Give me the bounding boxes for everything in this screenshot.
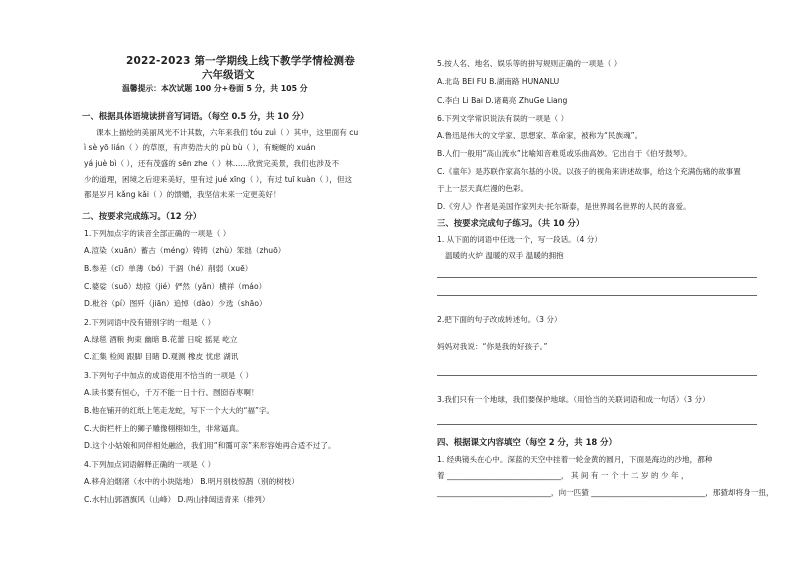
q5-option-ab: A.北岛 BEI FU B.湖南路 HUNANLU [437,77,560,86]
q5-option-cd: C.李白 Li Bai D.诸葛亮 ZhuGe Liang [437,96,568,105]
q1-option-c: C.婆娑（suō）劫掠（jié）俨然（yǎn）横祥（máo） [84,282,267,291]
section1-line-4: 少的道理，困境之后迎来美好，里有过 jué xīng（ ），有过 tuī kuàn（ ），但这 [84,175,353,184]
q6-stem: 6.下列文学常识说法有误的一项是（ ） [437,114,569,123]
q1-stem: 1.下列加点字的读音全部正确的一项是（ ） [84,229,231,238]
q6-option-d: D.《穷人》作者是美国作家列夫·托尔斯泰，是世界闻名世界的人民的喜爱。 [437,202,691,211]
q2-option-ab: A.绿毯 酒粮 拘束 幽暗 B.花蕾 日啶 摇晃 屹立 [84,335,238,344]
s3-q1-stem: 1. 从下面的词语中任选一个，写一段话。（4 分） [437,235,602,244]
answer-line[interactable] [437,375,757,376]
s3-q3-stem: 3.我们只有一个地球，我们要保护地球。（用恰当的关联词语和成一句话）（3 分） [437,395,710,404]
section1-line-3: yá juè bì（ ），还有茂盛的 sēn zhe（ ）林……欣赏完美景，我们也涉及不 [84,159,340,168]
s4-q1-line-1: 1. 经典镜头在心中。深蓝的天空中挂着一轮金黄的圆月，下面是海边的沙地，都种 [437,455,713,464]
q6-option-c-cont: 于上一层天真烂漫的色彩。 [437,184,529,193]
q2-option-cd: C.汇集 检阅 跟脚 目睹 D.观测 橡皮 忧虑 湖讯 [84,352,239,361]
q3-option-c: C.大街栏杆上的狮子雕像栩栩如生，非常逼真。 [84,424,244,433]
section1-line-2: ì sè yō lián（ ）的草原，有声势浩大的 pù bù（ ），有蜿蜒的 xuán [84,143,316,152]
q4-option-ab: A.移舟泊烟渚（水中的小块陆地） B.明月别枝惊鹊（别的树枝） [84,477,299,486]
answer-line[interactable] [437,424,757,425]
section1-line-1: 课本上描绘的美丽风光不计其数，六年来我们 tóu zuì（ ）其中，这里面有 cu [96,128,359,137]
q3-stem: 3.下列句子中加点的成语使用不恰当的一项是（ ） [84,371,254,380]
section1-heading: 一、根据具体语境读拼音写词语。（每空 0.5 分，共 10 分） [82,111,309,121]
exam-title: 2022-2023 第一学期线上线下教学学情检测卷 [126,55,355,67]
s3-q2-sentence: 妈妈对我说：“你是我的好孩子。” [437,342,548,351]
section4-heading: 四、根据课文内容填空（每空 2 分，共 18 分） [437,437,617,447]
q3-option-d: D.这个小姑娘和同伴相处融洽，我们用“和霭可亲”来形容她再合适不过了。 [84,441,336,450]
answer-line[interactable] [437,295,757,296]
q1-option-d: D.枇谷（pí）图歼（jiān）追悼（dào）少选（shāo） [84,299,267,308]
q3-option-b: B.他在铺开的红纸上笔走龙蛇，写下一个大大的“福”字。 [84,406,275,415]
section1-line-5: 都是岁月 kǎng kǎi（ ）的馈赠，我坚信未来一定更美好！ [84,190,281,199]
q5-stem: 5.按人名、地名、娱乐等的拼写规则正确的一项是（ ） [437,59,622,68]
q6-option-c: C.《童年》是苏联作家高尔基的小说。以孩子的视角来讲述故事，给这个充满伤痛的故事置 [437,167,741,176]
q1-option-b: B.参差（cī）单薄（bó）干涸（hé）削弱（xuē） [84,264,253,273]
section2-heading: 二、按要求完成练习。（12 分） [82,211,202,221]
q6-option-b: B.人们一般用“高山流水”比喻知音难觅或乐曲高妙。它出自于《伯牙鼓琴》。 [437,149,692,158]
q1-option-a: A.渲染（xuān）蓄古（méng）铸铸（zhù）笨拙（zhuō） [84,246,286,255]
q2-stem: 2.下列词语中没有错别字的一组是（ ） [84,318,216,327]
s4-q1-line-2: 着 ______________________________， 其 间 有 一 个 十 二 岁 的 少 年 ， [437,471,689,480]
answer-line[interactable] [437,277,757,278]
q4-option-cd: C.水村山郭酒旗风（山峰） D.两山排闼送青来（排列） [84,495,270,504]
exam-hint: 温馨提示：本次试题 100 分+卷面 5 分，共 105 分 [122,84,308,93]
exam-subtitle: 六年级语文 [202,69,255,81]
q6-option-a: A.鲁迅是伟大的文学家、思想家、革命家，被称为“民族魂”。 [437,131,643,140]
s3-q2-stem: 2.把下面的句子改成转述句。（3 分） [437,315,562,324]
q3-option-a: A.读书要有恒心，千万不能一日十行、囫囵吞枣啊！ [84,388,259,397]
s3-q1-words: 温暖的火炉 温暖的双手 温暖的拥抱 [445,251,564,260]
section3-heading: 三、按要求完成句子练习。（共 10 分） [437,218,585,228]
q4-stem: 4.下列加点词语解释正确的一项是（ ） [84,460,216,469]
s4-q1-line-3: ______________________________，向一匹猹 ______________________________，那猹却将身一扭， [437,488,774,497]
